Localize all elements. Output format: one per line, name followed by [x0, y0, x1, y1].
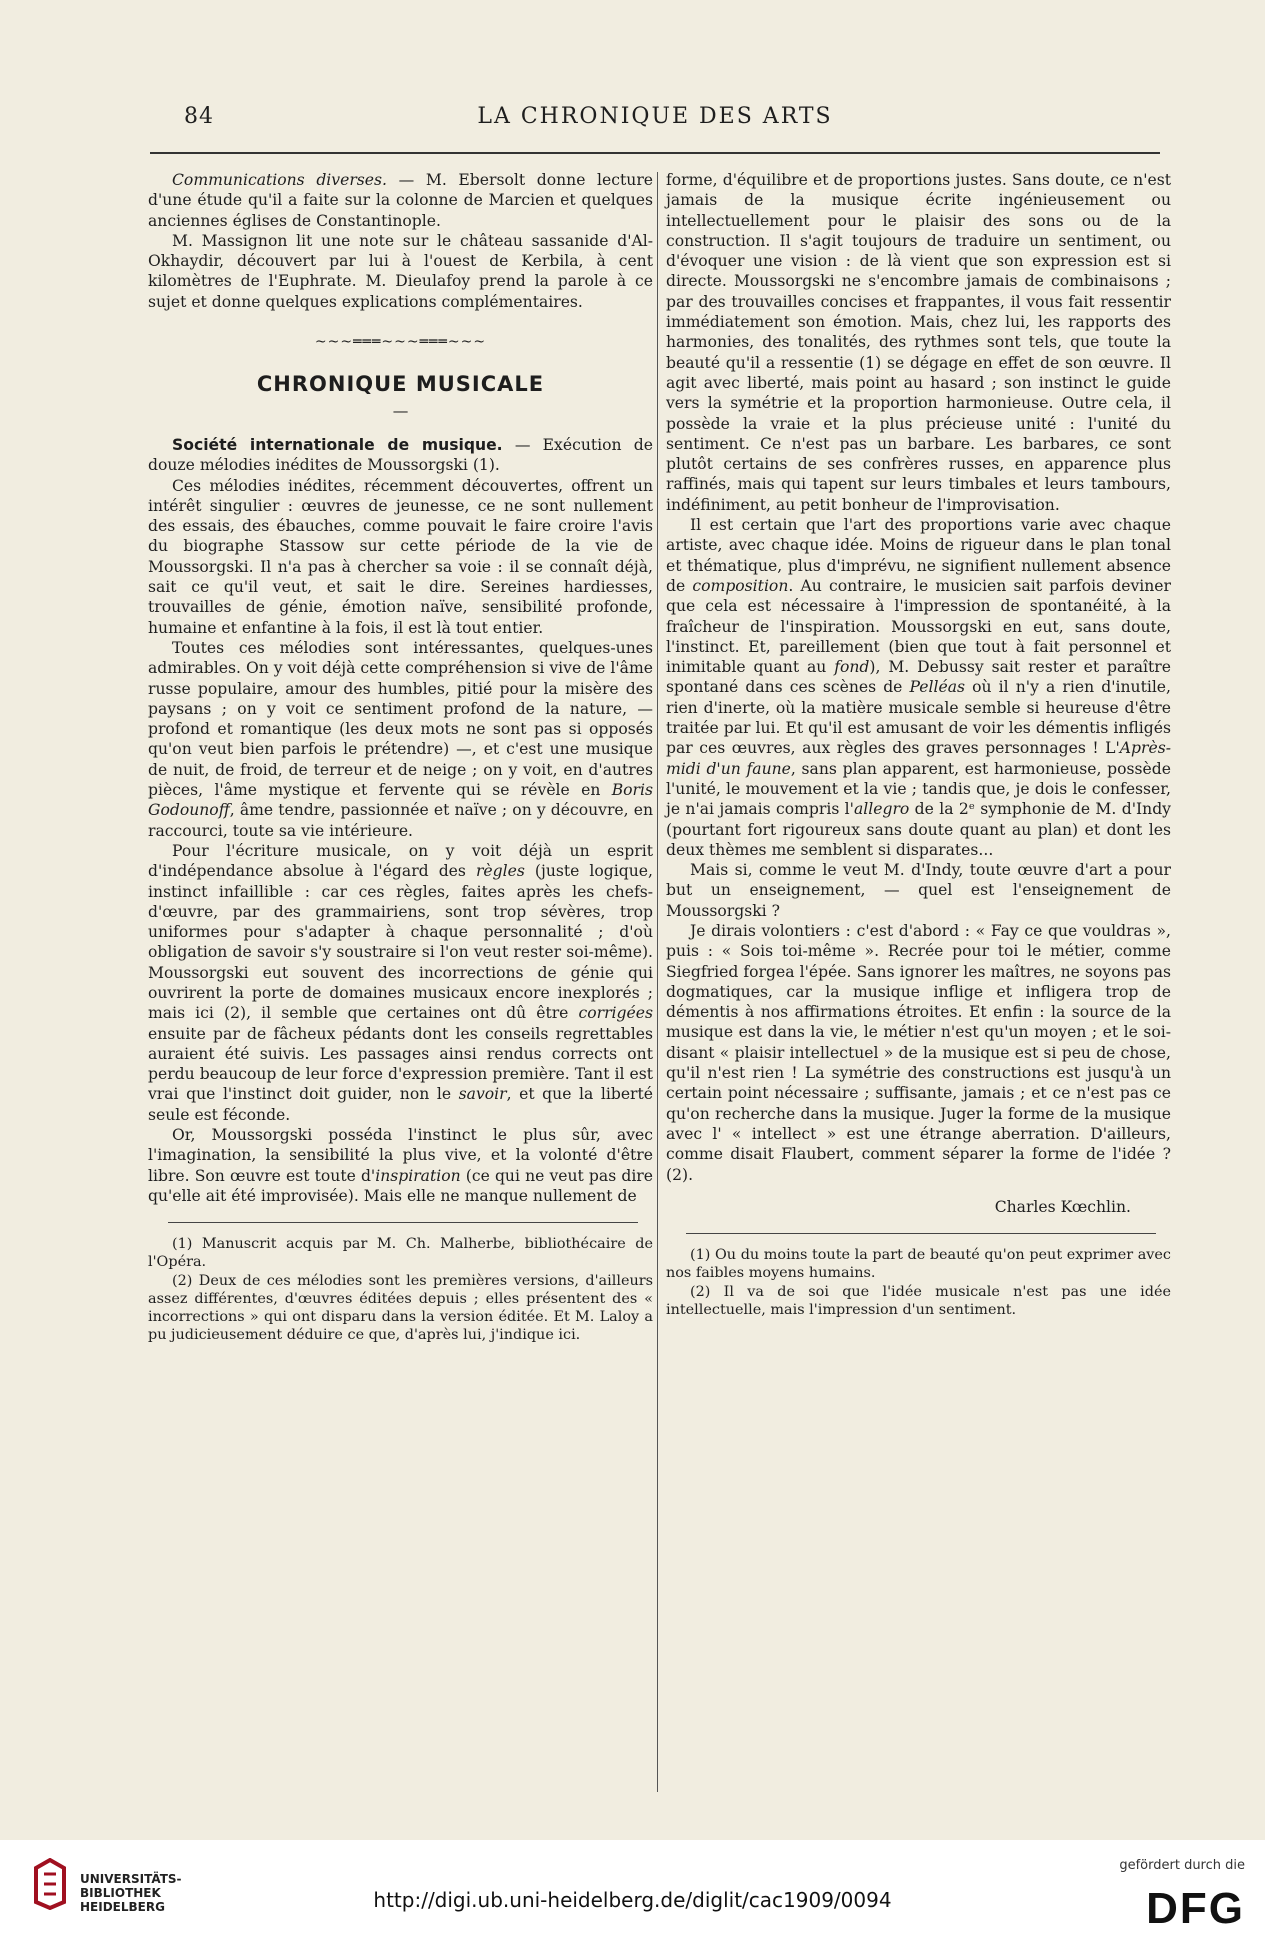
right-paragraph-4: Je dirais volontiers : c'est d'abord : « Fay ce que vouldras », puis : « Sois toi-même ». Recrée pour toi le métier, comme Siegfried forgea l'épée. Sans ignorer les maîtres, ne soyons pas dogmatiques, car la musique inflige et infligera trop de démentis à nos affirmations étroites. Et enfin : la source de la musique est dans la vie, le métier n'est qu'un moyen ; et le soi-disant « plaisir intellectuel » de la musique est si peu de chose, qu'il n'est rien ! La symétrie des constructions est jusqu'à un certain point nécessaire ; suffisante, jamais ; et ce n'est pas ce qu'on recherche dans la musique. Juger la forme de la musique avec l' « intellect » est une étrange aberration. D'ailleurs, comme disait Flaubert, comment séparer la forme de l'idée ? (2).: [666, 921, 1171, 1184]
text-run: Il est certain que l'art des proportions varie avec chaque artiste, avec chaque idée. Moins de rigueur dans le plan tonal et thématique, plus d'imprévu, ne signifient nullement absence de: [666, 516, 1171, 595]
footnote-rule: [168, 1222, 638, 1223]
footnote-1: (1) Manuscrit acquis par M. Ch. Malherbe, bibliothécaire de l'Opéra.: [148, 1236, 653, 1271]
text-run: où il n'y a rien d'inutile, rien d'inerte, où la matière musicale semble si heureuse d'être traitée par lui. Et qu'il est amusant de voir les démentis infligés par ces œuvres, aux règles des graves personnages ! L': [666, 678, 1171, 758]
text-run: de la 2ᵉ symphonie de M. d'Indy (pourtant fort rigoureux sans doute quant au plan) et dont les deux thèmes me semblent si disparates...: [666, 800, 1171, 859]
library-line: HEIDELBERG: [80, 1900, 165, 1914]
section-title: CHRONIQUE MUSICALE: [256, 372, 545, 397]
left-paragraph-3: [148, 841, 653, 1125]
text-run: , sans plan apparent, est harmonieuse, possède l'unité, le mouvement et la vie ; tandis que, je dois le confesser, je n'ai jamais compris l': [666, 759, 1171, 819]
footnote-2: (2) Il va de soi que l'idée musicale n'est pas une idée intellectuelle, mais l'impression d'un sentiment.: [666, 1283, 1171, 1318]
intro-paragraph-2: M. Massignon lit une note sur le château sassanide d'Al-Okhaydir, découvert par lui à l'ouest de Kerbila, à cent kilomètres de l'Euphrate. M. Dieulafoy prend la parole à ce sujet et donne quelques explications complémentaires.: [148, 231, 653, 311]
italic-title: Boris Godounoff: [148, 781, 653, 820]
italic-word: règles: [475, 862, 525, 881]
text-run: Or, Moussorgski posséda l'instinct le plus sûr, avec l'imagination, la sensibilité la plus vive, et la volonté d'être libre. Son œuvre est toute d': [148, 1126, 653, 1185]
communications-label: Communications diverses.: [172, 171, 387, 189]
text-run: ), M. Debussy sait rester et paraître spontané dans ces scènes de: [666, 658, 1171, 697]
societe-label: Société internationale de musique.: [172, 435, 503, 454]
right-paragraph-2: [666, 515, 1171, 860]
footnote-2: (2) Deux de ces mélodies sont les premières versions, d'ailleurs assez différentes, d'œuvres éditées depuis ; elles présentent des « incorrections » qui ont disparu dans la version éditée. Et M. Laloy a pu judicieusement déduire ce que, d'après lui, j'indique ici.: [148, 1272, 653, 1344]
left-column: [148, 170, 653, 1344]
intro-paragraph-1: [148, 170, 653, 231]
right-paragraph-1: forme, d'équilibre et de proportions justes. Sans doute, ce n'est jamais de la musique écrite ingénieusement ou intellectuellement pour le plaisir des sons ou de la construction. Il s'agit toujours de traduire un sentiment, ou d'évoquer une vision : de là vient que son expression est si directe. Moussorgski ne s'encombre jamais de combinaisons ; par des trouvailles concises et frappantes, il vous fait ressentir immédiatement son émotion. Mais, chez lui, les rapports des harmonies, des tonalités, des rythmes sont tels, que toute la beauté qu'il a ressentie (1) se dégage en effet de son œuvre. Il agit avec liberté, mais point au hasard ; son instinct le guide vers la symétrie et la proportion harmonieuse. Outre cela, il possède la vraie et la plus précieuse unité : l'unité du sentiment. Ce n'est pas un barbare. Les barbares, ce sont plutôt certains de ses confrères russes, en apparence plus raffinés, mais qui tapent sur leurs timbales et leurs tambours, indéfiniment, au petit bonheur de l'improvisation.: [666, 171, 1171, 514]
italic-title: Pelléas: [909, 678, 966, 697]
author-signature: Charles Kœchlin.: [994, 1197, 1131, 1216]
italic-word: corrigées: [578, 1004, 653, 1023]
header-rule: [150, 152, 1160, 154]
communications-text: — M. Ebersolt donne lecture d'une étude qu'il a faite sur la colonne de Marcien et quelques anciennes églises de Constantinople.: [148, 171, 654, 230]
text-run: , âme tendre, passionnée et naïve ; on y découvre, en raccourci, toute sa vie intérieure.: [148, 801, 653, 840]
running-head: LA CHRONIQUE DES ARTS: [477, 104, 833, 129]
text-run: . Au contraire, le musicien sait parfois deviner que cela est nécessaire à l'impression de spontanéité, à la fraîcheur de l'inspiration. Moussorgski en eut, sans doute, l'instinct. Et, pareillement (bien que tout à fait personnel et inimitable quant au: [666, 576, 1171, 677]
right-paragraph-3: Mais si, comme le veut M. d'Indy, toute œuvre d'art a pour but un enseignement, — quel est l'enseignement de Moussorgski ?: [666, 861, 1171, 920]
viewer-footer: [0, 1840, 1265, 1938]
library-line: UNIVERSITÄTS-: [80, 1872, 182, 1886]
italic-word: composition: [692, 576, 789, 595]
italic-title: Après-midi d'un faune: [666, 739, 1171, 778]
text-run: Toutes ces mélodies sont intéressantes, quelques-unes admirables. On y voit déjà cette compréhension si vive de l'âme russe populaire, amour des humbles, pitié pour la misère des paysans ; on y voit ce sentiment profond de la nature, — profond et romantique (les deux mots ne sont pas si opposés qu'on veut bien parfois le prétendre) —, et c'est une musique de nuit, de froid, de terreur et de neige ; on y voit, en d'autres pièces, l'âme mystique et fervente qui se révèle en: [148, 638, 653, 800]
column-divider: [657, 172, 658, 1792]
text-run: ensuite par de fâcheux pédants dont les conseils regrettables auraient été suivis. Les passages ainsi rendus corrects ont perdu beaucoup de leur force d'expression première. Tant il est vrai que l'instinct doit guider, non le: [148, 1024, 653, 1104]
permalink-url[interactable]: http://digi.ub.uni-heidelberg.de/diglit/cac1909/0094: [373, 1888, 892, 1912]
societe-text: — Exécution de douze mélodies inédites de Moussorgski (1).: [148, 435, 653, 475]
footnote-rule: [686, 1233, 1156, 1234]
footnote-1: (1) Ou du moins toute la part de beauté qu'on peut exprimer avec nos faibles moyens humains.: [666, 1247, 1171, 1282]
library-line: BIBLIOTHEK: [80, 1886, 161, 1900]
text-run: Pour l'écriture musicale, on y voit déjà un esprit d'indépendance absolue à l'égard des: [148, 841, 653, 881]
right-column: [666, 170, 1171, 1319]
title-dash: —: [392, 401, 409, 420]
italic-word: inspiration: [375, 1166, 461, 1185]
text-run: (ce qui ne veut pas dire qu'elle ait été improvisée). Mais elle ne manque nullement de: [148, 1166, 653, 1205]
left-paragraph-2: [148, 638, 653, 841]
italic-word: fond: [834, 658, 870, 677]
left-paragraph-4: [148, 1125, 653, 1206]
page-number: 84: [184, 104, 214, 129]
text-run: , et que la liberté seule est féconde.: [148, 1085, 653, 1124]
societe-paragraph: [148, 435, 653, 476]
left-paragraph-1: Ces mélodies inédites, récemment découvertes, offrent un intérêt singulier : œuvres de jeunesse, ce ne sont nullement des essais, des ébauches, comme pouvait le faire croire l'avis du biographe Stassow sur cette période de la vie de Moussorgski. Il n'a pas à chercher sa voie : il se connaît déjà, sait ce qu'il veut, et sait le dire. Sereines hardiesses, trouvailles de génie, émotion naïve, sensibilité profonde, humaine et enfantine à la fois, il est là tout entier.: [148, 476, 653, 637]
text-run: (juste logique, instinct infaillible : car ces règles, faites après les chefs-d'œuvre, par des grammairiens, sont trop sévères, trop uniformes pour s'adapter à chaque personnalité ; d'où obligation de savoir s'y soustraire si l'on veut rester soi-même). Moussorgski eut souvent des incorrections de génie qui ouvrirent la porte de domaines musicaux encore inexplorés ; mais ici (2), il semble que certaines ont dû être: [148, 862, 653, 1023]
funding-caption: gefördert durch die: [1119, 1858, 1245, 1873]
dfg-logo: DFG: [1146, 1884, 1245, 1933]
page-header: [150, 104, 1160, 140]
italic-word: savoir: [458, 1085, 507, 1104]
ornament-divider: ~~~═══~~~═══~~~: [314, 334, 487, 351]
italic-word: allegro: [853, 800, 910, 819]
